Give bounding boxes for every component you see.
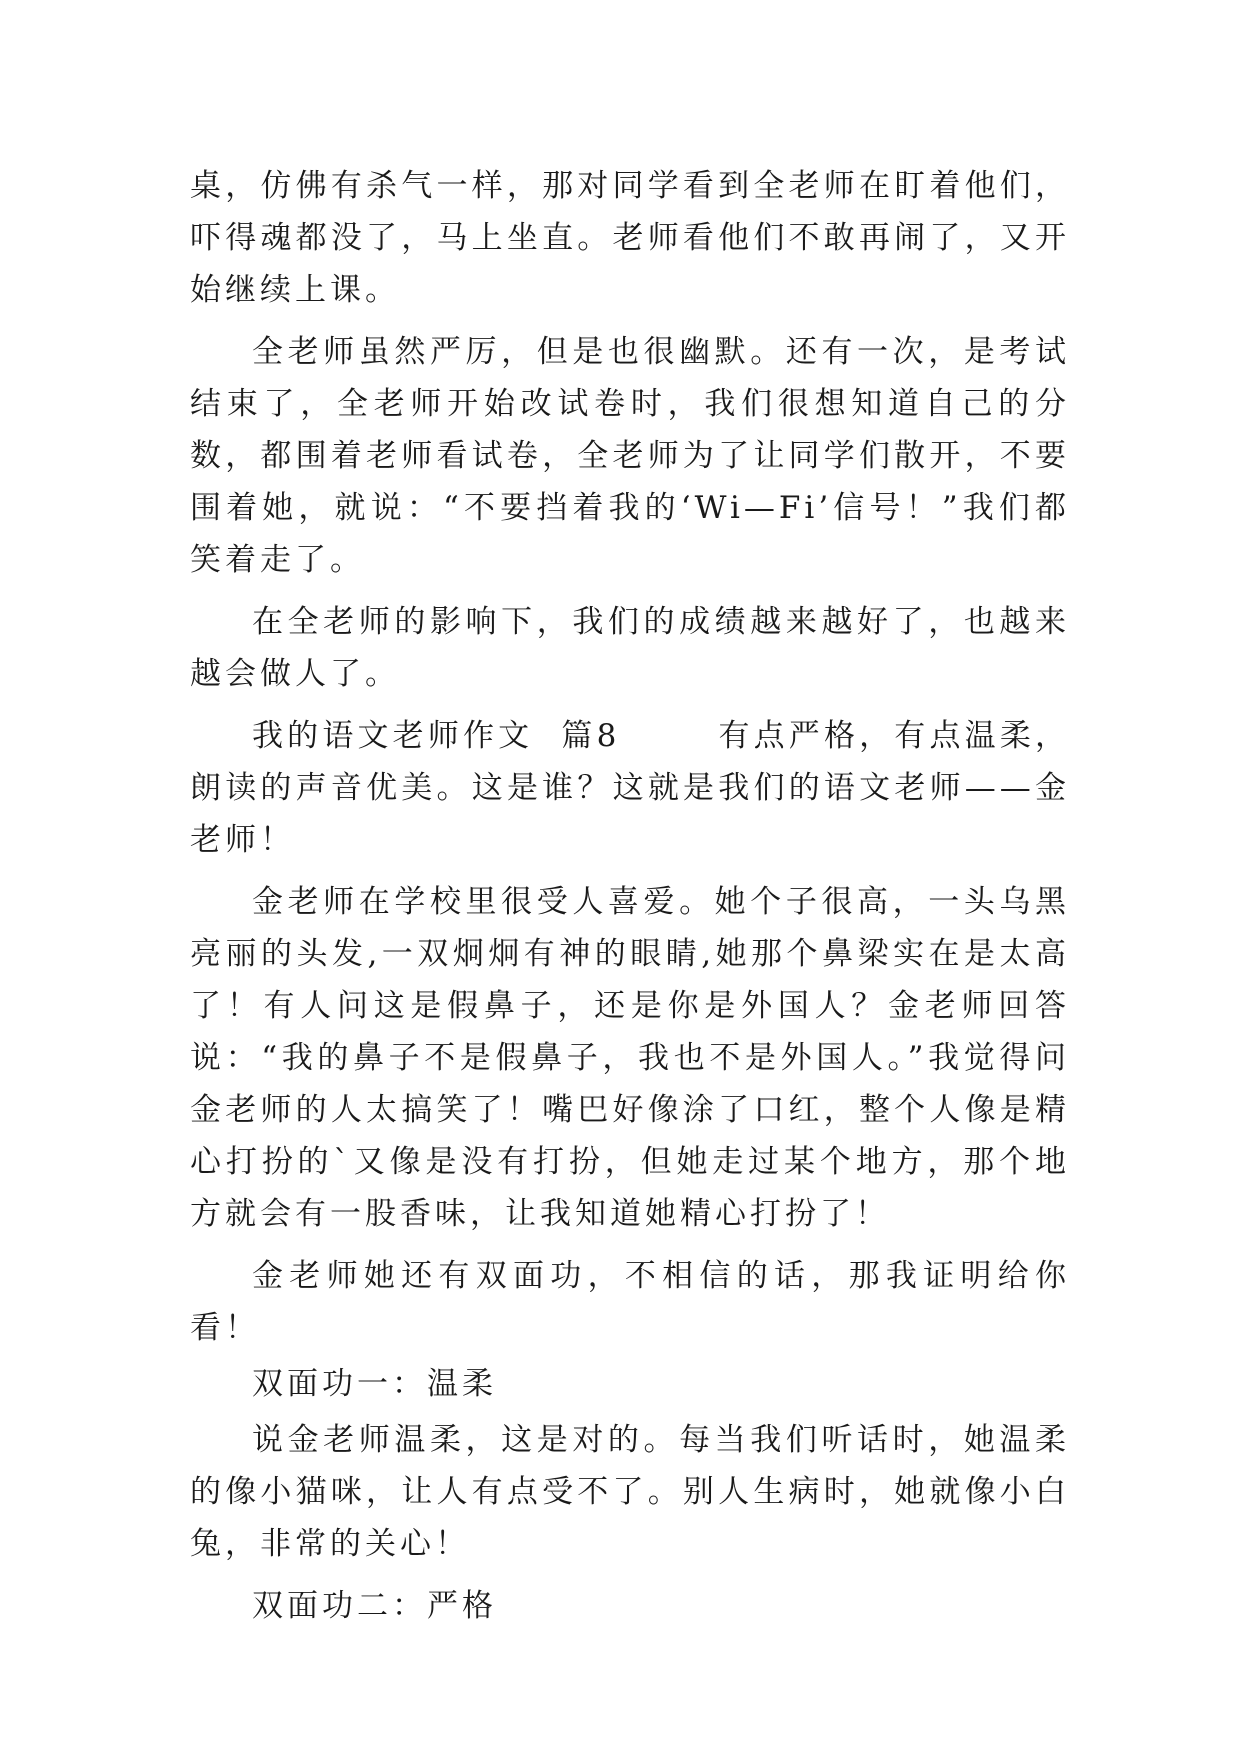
paragraph-8: 说金老师温柔，这是对的。每当我们听话时，她温柔的像小猫咪，让人有点受不了。别人生病时，她就像小白兔，非常的关心！: [190, 1422, 1070, 1562]
document-body: [190, 160, 1070, 1642]
paragraph-3: 在全老师的影响下，我们的成绩越来越好了，也越来越会做人了。: [190, 604, 1070, 692]
paragraph-4-essay-heading: 我的语文老师作文 篇8 有点严格，有点温柔，朗读的声音优美。这是谁？这就是我们的语文老师——金老师！: [190, 718, 1070, 858]
section-heading-strict: 双面功二：严格: [252, 1588, 497, 1624]
section-heading-gentle: 双面功一：温柔: [252, 1366, 497, 1402]
paragraph-5: 金老师在学校里很受人喜爱。她个子很高，一头乌黑亮丽的头发,一双炯炯有神的眼睛,她那个鼻梁实在是太高了！有人问这是假鼻子，还是你是外国人？金老师回答说：“我的鼻子不是假鼻子，我也不是外国人。”我觉得问金老师的人太搞笑了！嘴巴好像涂了口红，整个人像是精心打扮的`又像是没有打扮，但她走过某个地方，那个地方就会有一股香味，让我知道她精心打扮了！: [190, 884, 1070, 1232]
paragraph-2: 全老师虽然严厉，但是也很幽默。还有一次，是考试结束了，全老师开始改试卷时，我们很想知道自己的分数，都围着老师看试卷，全老师为了让同学们散开，不要围着她，就说：“不要挡着我的‘Wi—Fi’信号！”我们都笑着走了。: [190, 334, 1070, 578]
paragraph-6: 金老师她还有双面功，不相信的话，那我证明给你看！: [190, 1258, 1070, 1346]
paragraph-1: 桌，仿佛有杀气一样，那对同学看到全老师在盯着他们，吓得魂都没了，马上坐直。老师看他们不敢再闹了，又开始继续上课。: [190, 168, 1070, 308]
